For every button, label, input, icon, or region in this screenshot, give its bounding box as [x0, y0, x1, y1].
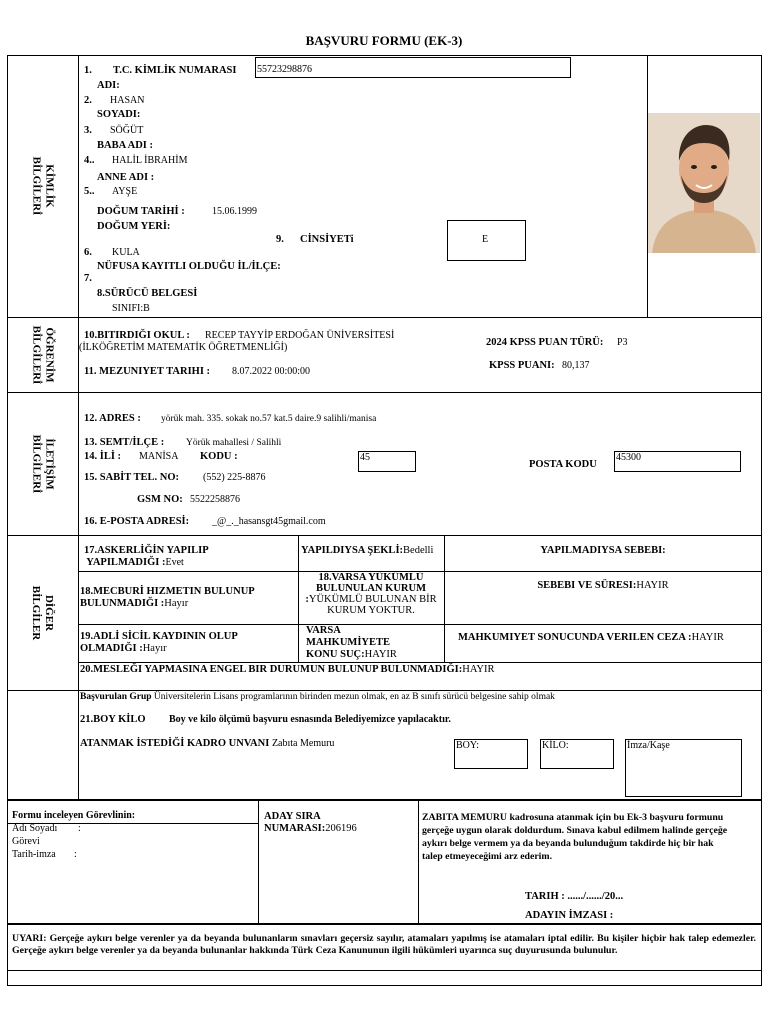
kodu-value: 45 [360, 452, 370, 463]
posta-value: 45300 [616, 452, 641, 463]
soyad-label: SOYADI: [97, 109, 141, 120]
row-number-2: 2. [84, 95, 92, 106]
statement-text: ZABITA MEMURU kadrosuna atanmak için bu Ek-3 başvuru formunu gerçeğe uygun olarak doldurdum. Sınava kabul edilmem halinde gerçeğe aykırı belge vermem ya da beyanda bulunduğum takdirde hiç bir hak talep etmeyeceğimi arz ederim. [422, 812, 728, 862]
dogum-tarihi-label: DOĞUM TARİHİ : [97, 206, 185, 217]
dogum-tarihi-value: 15.06.1999 [212, 206, 257, 217]
nufus-label: NÜFUSA KAYITLI OLDUĞU İL/İLÇE: [97, 261, 281, 272]
posta-label: POSTA KODU [529, 459, 597, 470]
kodu-label: KODU : [200, 451, 238, 462]
row-number-6: 6. [84, 247, 92, 258]
section-label-contact: İLETİŞİM BİLGİLERİ [30, 434, 56, 493]
imza-box-label: İmza/Kaşe [627, 740, 670, 751]
asker-value: Evet [165, 557, 184, 568]
divider-contact [7, 535, 762, 536]
kpss-turu-value: P3 [617, 337, 628, 348]
anne-label: ANNE ADI : [97, 172, 155, 183]
sira-value: 206196 [325, 823, 357, 834]
grup-label: Başvurulan Grup [80, 692, 152, 702]
eposta-label: 16. E-POSTA ADRESİ: [84, 516, 190, 527]
kadro-row [80, 738, 334, 750]
tarih-line: TARIH : ....../....../20... [525, 891, 624, 902]
section-column-divider [78, 55, 79, 800]
other-row-3-divider [78, 662, 762, 663]
okul-value: RECEP TAYYİP ERDOĞAN ÜNİVERSİTESİ [205, 330, 395, 341]
mezuniyet-value: 8.07.2022 00:00:00 [232, 366, 311, 377]
row-number-9: 9. [276, 234, 284, 245]
mahkumiyet-value: HAYIR [364, 649, 397, 660]
person-photo-icon [648, 113, 760, 253]
semt-label: 13. SEMT/İLÇE : [84, 437, 165, 448]
surucu-sinif: SINIFI:B [112, 303, 150, 314]
eposta-value: _@_._hasansgt45gmail.com [212, 516, 326, 527]
mecburi-label: 18.MECBURİ HIZMETIN BULUNUP BULUNMADIĞI :Hayır [80, 586, 255, 609]
ceza-value: HAYIR [691, 632, 724, 643]
ceza-label: MAHKUMIYET SONUCUNDA VERILEN CEZA :HAYIR [458, 632, 724, 643]
section-label-identity: KİMLİK BİLGİLERİ [30, 156, 56, 216]
row-number-3: 3. [84, 125, 92, 136]
yukumlu-value: YÜKÜMLÜ BULUNAN BİR KURUM YOKTUR. [308, 594, 437, 616]
okul-value-line2: (İLKÖĞRETİM MATEMATİK ÖĞRETMENLİĞİ) [79, 342, 288, 353]
baba-label: BABA ADI : [97, 140, 154, 151]
row-number-1: 1. [84, 65, 92, 76]
engel-label: 20.MESLEĞI YAPMASINA ENGEL BIR DURUMUN BULUNUP BULUNMADIĞI:HAYIR [80, 664, 495, 675]
boy-box-label: BOY: [456, 740, 479, 751]
cinsiyet-label: CİNSİYETi [300, 234, 354, 245]
inceleyen-label: Formu inceleyen Görevlinin: [12, 810, 136, 821]
okul-label: 10.BITIRDIĞI OKUL : [84, 330, 190, 341]
cinsiyet-value: E [482, 234, 489, 245]
dogum-yeri-value: KULA [112, 247, 140, 258]
section-label-education: ÖĞRENİM BİLGİLERİ [30, 325, 56, 384]
ad-value: HASAN [110, 95, 145, 106]
baba-value: HALİL İBRAHİM [112, 155, 188, 166]
soyad-value: SÖĞÜT [110, 125, 144, 136]
footer-col-1-divider [258, 800, 259, 924]
boy-kilo-note: Boy ve kilo ölçümü başvuru esnasında Belediyemizce yapılacaktır. [169, 714, 451, 725]
il-value: MANİSA [139, 451, 179, 462]
boy-kilo-label: 21.BOY KİLO [80, 714, 146, 725]
yapildiysa-label: YAPILDIYSA ŞEKLİ:Bedelli [301, 545, 434, 556]
sira-label: ADAY SIRA NUMARASI:206196 [264, 811, 357, 834]
adres-label: 12. ADRES : [84, 413, 141, 424]
mezuniyet-label: 11. MEZUNIYET TARIHI : [84, 366, 211, 377]
adres-value: yörük mah. 335. sokak no.57 kat.5 daire.9 salihli/manisa [161, 414, 377, 424]
divider-identity [7, 317, 762, 318]
ad-label: ADI: [97, 80, 120, 91]
gorevi-label: Görevi [12, 836, 40, 847]
footer-col-2-divider [418, 800, 419, 924]
kadro-value: Zabıta Memuru [271, 738, 335, 749]
yukumlu-label: 18.VARSA YÜKÜMLÜ BULUNULAN KURUM :YÜKÜMLÜ BULUNAN BİR KURUM YOKTUR. [305, 572, 437, 616]
yapildiysa-value: Bedelli [403, 545, 434, 556]
gsm-value: 5522258876 [190, 494, 240, 505]
kpss-puani-label: KPSS PUANI: [489, 360, 555, 371]
sabit-label: 15. SABİT TEL. NO: [84, 472, 180, 483]
anne-value: AYŞE [112, 186, 138, 197]
tc-value: 55723298876 [257, 64, 312, 75]
surucu-label: 8.SÜRÜCÜ BELGESİ [97, 288, 198, 299]
tarih-imza-colon: : [74, 849, 77, 860]
sabit-value: (552) 225-8876 [203, 472, 266, 483]
engel-value: HAYIR [462, 664, 495, 675]
adli-value: Hayır [142, 643, 167, 654]
page-title: BAŞVURU FORMU (EK-3) [305, 33, 463, 48]
other-row-2-divider [78, 624, 762, 625]
tarih-imza-label: Tarih-imza [12, 849, 56, 860]
kpss-puani-value: 80,137 [562, 360, 590, 371]
sebep-label: SEBEBI VE SÜRESI:HAYIR [537, 580, 669, 591]
gsm-label: GSM NO: [137, 494, 183, 505]
applicant-photo [648, 113, 760, 253]
warning-text: UYARI: Gerçeğe aykırı belge verenler ya da beyanda bulunanların sınavları geçersiz sayılır, atamaları yapılmış ise atamaları iptal edilir. Bu kişiler hiçbir hak talep edemezler. Gerçeğe aykırı belge verenler ya da beyanda bulunanlar hakkında Türk Ceza Kanununun ilgili hükümleri uyarınca suç duyurusunda bulunulur. [12, 933, 756, 956]
warning-divider [7, 970, 762, 971]
aday-imza-label: ADAYIN İMZASI : [525, 910, 614, 921]
row-number-7: 7. [84, 273, 92, 284]
grup-row [80, 691, 555, 703]
mecburi-value: Hayır [164, 598, 189, 609]
adsoyad-colon: : [78, 823, 81, 834]
kadro-label: ATANMAK İSTEDİĞİ KADRO UNVANI [80, 738, 270, 749]
il-label: 14. İLİ : [84, 451, 122, 462]
kpss-turu-label: 2024 KPSS PUAN TÜRÜ: [486, 337, 604, 348]
tc-label: T.C. KİMLİK NUMARASI [113, 65, 237, 76]
section-label-other: DİĞER BİLGİLER [30, 585, 56, 640]
row-number-4: 4.. [84, 155, 95, 166]
grup-value: Üniversitelerin Lisans programlarının birinden mezun olmak, en az B sınıfı sürücü belgesine sahip olmak [153, 692, 555, 702]
divider-education [7, 392, 762, 393]
asker-label: 17.ASKERLİĞİN YAPILIP YAPILMADIĞI :Evet [84, 545, 209, 568]
kilo-box-label: KİLO: [542, 740, 569, 751]
semt-value: Yörük mahallesi / Salihli [186, 438, 282, 448]
row-number-5: 5.. [84, 186, 95, 197]
yapilmadiysa-label: YAPILMADIYSA SEBEBI: [540, 545, 666, 556]
mahkumiyet-label: VARSA MAHKUMİYETE KONU SUÇ:HAYIR [306, 625, 397, 660]
adsoyad-label: Adı Soyadı [12, 823, 58, 834]
adli-label: 19.ADLİ SİCİL KAYDININ OLUP OLMADIĞI :Hayır [80, 631, 238, 654]
dogum-yeri-label: DOĞUM YERİ: [97, 221, 171, 232]
sebep-value: HAYIR [636, 580, 669, 591]
